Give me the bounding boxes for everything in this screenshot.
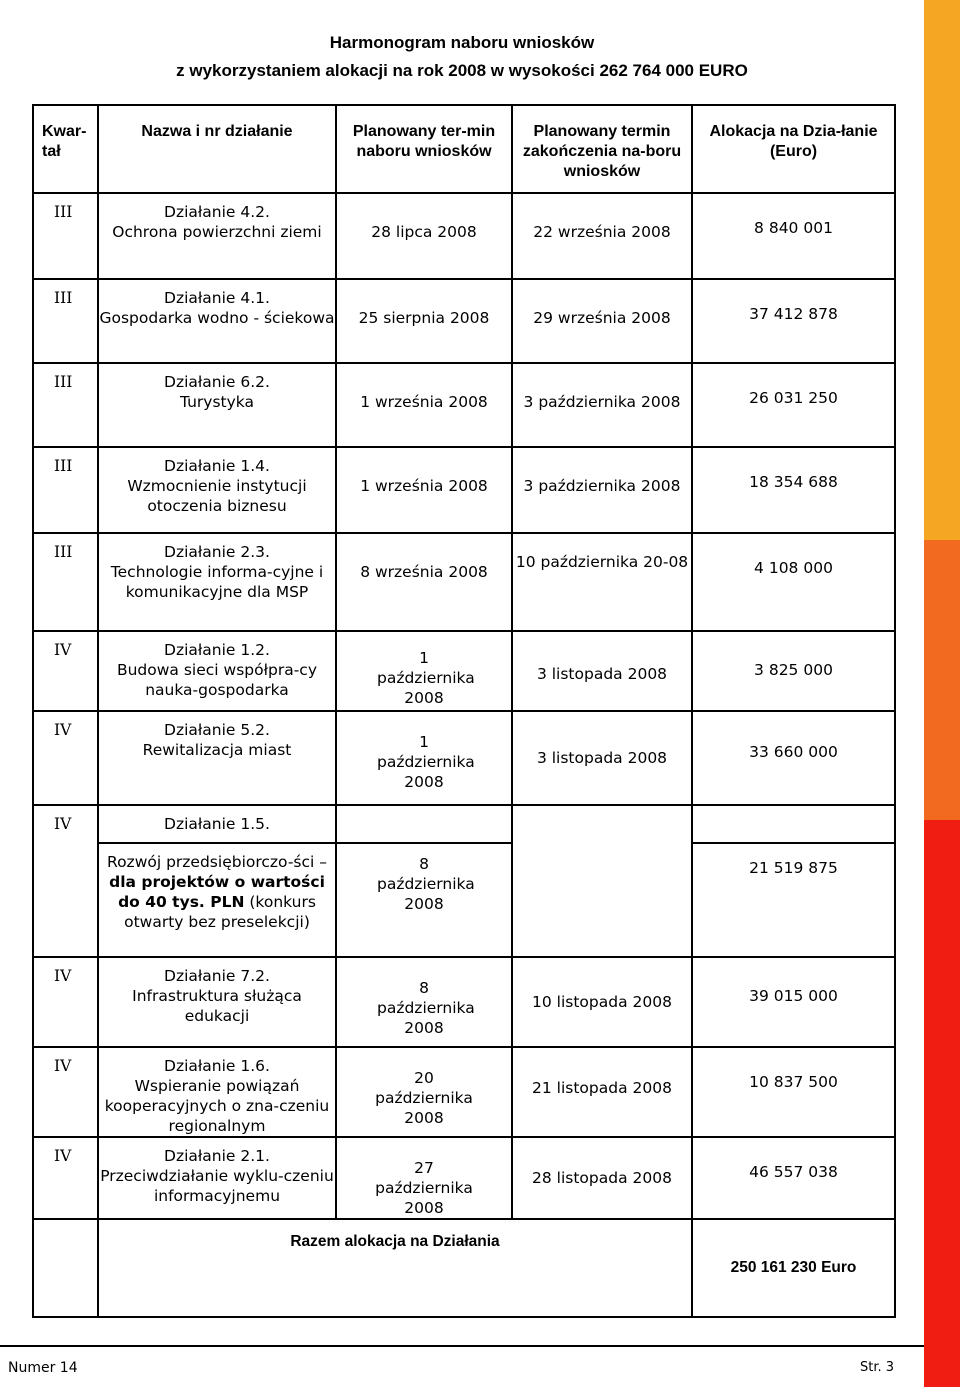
summary-label: Razem alokacja na Działania — [98, 1219, 692, 1317]
header-row — [33, 105, 895, 193]
cell-end: 3 listopada 2008 — [512, 711, 692, 805]
cell-start: 20 października 2008 — [336, 1047, 512, 1137]
cell-quarter: III — [33, 193, 98, 279]
cell-quarter — [33, 843, 98, 957]
table-row — [33, 1047, 895, 1137]
cell-quarter: IV — [33, 957, 98, 1047]
header-alloc: Alokacja na Dzia-łanie (Euro) — [692, 105, 895, 193]
summary-empty — [33, 1219, 98, 1317]
page-subtitle: z wykorzystaniem alokacji na rok 2008 w wysokości 262 764 000 EURO — [176, 61, 748, 80]
cell-end: 3 października 2008 — [512, 363, 692, 447]
cell-end: 28 listopada 2008 — [512, 1137, 692, 1219]
cell-end: 10 października 20-08 — [512, 533, 692, 631]
table-row — [33, 843, 895, 957]
cell-end — [512, 805, 692, 843]
action-code: Działanie 1.2. — [164, 641, 270, 659]
table-row — [33, 631, 895, 711]
summary-row — [33, 1219, 895, 1317]
table-row — [33, 711, 895, 805]
cell-name — [98, 1137, 336, 1219]
sidebar-stripe-dark-orange — [924, 540, 960, 820]
cell-alloc: 8 840 001 — [692, 193, 895, 279]
cell-end — [512, 843, 692, 957]
cell-alloc: 37 412 878 — [692, 279, 895, 363]
page-number: Str. 3 — [860, 1360, 895, 1375]
header-end: Planowany termin zakończenia na-boru wniosków — [512, 105, 692, 193]
cell-name — [98, 711, 336, 805]
action-name: Rewitalizacja miast — [142, 741, 292, 759]
action-code: Działanie 7.2. — [164, 967, 270, 985]
cell-start: 1 października 2008 — [336, 631, 512, 711]
cell-quarter: III — [33, 279, 98, 363]
header-start: Planowany ter-min naboru wniosków — [336, 105, 512, 193]
page-title: Harmonogram naboru wniosków — [329, 33, 595, 52]
action-code: Działanie 2.3. — [164, 543, 270, 561]
cell-start: 1 września 2008 — [336, 447, 512, 533]
action-code: Działanie 6.2. — [164, 373, 270, 391]
cell-alloc: 26 031 250 — [692, 363, 895, 447]
cell-name — [98, 631, 336, 711]
cell-start: 27 października 2008 — [336, 1137, 512, 1219]
header-quarter: Kwar-tał — [33, 105, 98, 193]
action-code: Działanie 4.1. — [164, 289, 270, 307]
action-name: Wzmocnienie instytucji otoczenia biznesu — [127, 477, 307, 515]
cell-quarter: IV — [33, 711, 98, 805]
cell-quarter: III — [33, 447, 98, 533]
action-code: Działanie 1.6. — [164, 1057, 270, 1075]
action-name: Gospodarka wodno - ściekowa — [99, 309, 335, 327]
table-row — [33, 533, 895, 631]
cell-start: 1 września 2008 — [336, 363, 512, 447]
action-name: Przeciwdziałanie wyklu-czeniu informacyjnemu — [100, 1167, 334, 1205]
cell-end: 22 września 2008 — [512, 193, 692, 279]
cell-alloc — [692, 805, 895, 843]
cell-alloc: 3 825 000 — [692, 631, 895, 711]
cell-end: 3 listopada 2008 — [512, 631, 692, 711]
table-row — [33, 279, 895, 363]
action-code: Działanie 1.4. — [164, 457, 270, 475]
cell-name — [98, 447, 336, 533]
action-code: Działanie 2.1. — [164, 1147, 270, 1165]
cell-alloc: 18 354 688 — [692, 447, 895, 533]
cell-end: 21 listopada 2008 — [512, 1047, 692, 1137]
cell-start: 25 sierpnia 2008 — [336, 279, 512, 363]
action-name: Infrastruktura służąca edukacji — [132, 987, 302, 1025]
footer-divider — [0, 1345, 924, 1347]
cell-quarter: IV — [33, 631, 98, 711]
cell-quarter: III — [33, 533, 98, 631]
cell-alloc: 21 519 875 — [692, 843, 895, 957]
cell-start: 8 października 2008 — [336, 843, 512, 957]
action-code: Działanie 1.5. — [164, 815, 270, 833]
cell-name — [98, 957, 336, 1047]
cell-name — [98, 279, 336, 363]
cell-end: 10 listopada 2008 — [512, 957, 692, 1047]
sidebar-stripe-red — [924, 820, 960, 1387]
schedule-table — [32, 104, 896, 1318]
table-row — [33, 1137, 895, 1219]
table-row — [33, 957, 895, 1047]
cell-alloc: 46 557 038 — [692, 1137, 895, 1219]
cell-alloc: 10 837 500 — [692, 1047, 895, 1137]
table-row — [33, 447, 895, 533]
cell-name — [98, 193, 336, 279]
cell-start: 28 lipca 2008 — [336, 193, 512, 279]
cell-start — [336, 805, 512, 843]
action-name: Turystyka — [179, 393, 254, 411]
cell-alloc: 33 660 000 — [692, 711, 895, 805]
cell-quarter: III — [33, 363, 98, 447]
action-code: Działanie 4.2. — [164, 203, 270, 221]
issue-number: Numer 14 — [8, 1360, 78, 1376]
table-row — [33, 363, 895, 447]
cell-name: Rozwój przedsiębiorczo-ści – dla projektów o wartości do 40 tys. PLN (konkurs otwarty bez preselekcji) — [98, 843, 336, 957]
summary-value: 250 161 230 Euro — [692, 1219, 895, 1317]
cell-name — [98, 805, 336, 843]
cell-start: 8 października 2008 — [336, 957, 512, 1047]
cell-name — [98, 363, 336, 447]
action-name: Technologie informa-cyjne i komunikacyjne dla MSP — [110, 563, 324, 601]
cell-name — [98, 1047, 336, 1137]
cell-quarter: IV — [33, 1047, 98, 1137]
action-code: Działanie 5.2. — [164, 721, 270, 739]
action-name: Budowa sieci współpra-cy nauka-gospodarka — [116, 661, 318, 699]
header-name: Nazwa i nr działanie — [98, 105, 336, 193]
table-row — [33, 805, 895, 843]
cell-start: 8 września 2008 — [336, 533, 512, 631]
table-row — [33, 193, 895, 279]
cell-end: 3 października 2008 — [512, 447, 692, 533]
cell-alloc: 39 015 000 — [692, 957, 895, 1047]
cell-quarter: IV — [33, 1137, 98, 1219]
cell-quarter: IV — [33, 805, 98, 843]
action-name: Wspieranie powiązań kooperacyjnych o zna-czeniu regionalnym — [104, 1077, 330, 1135]
cell-name — [98, 533, 336, 631]
cell-end: 29 września 2008 — [512, 279, 692, 363]
cell-alloc: 4 108 000 — [692, 533, 895, 631]
sidebar-stripe-orange — [924, 0, 960, 540]
cell-start: 1 października 2008 — [336, 711, 512, 805]
action-name: Ochrona powierzchni ziemi — [112, 223, 322, 241]
